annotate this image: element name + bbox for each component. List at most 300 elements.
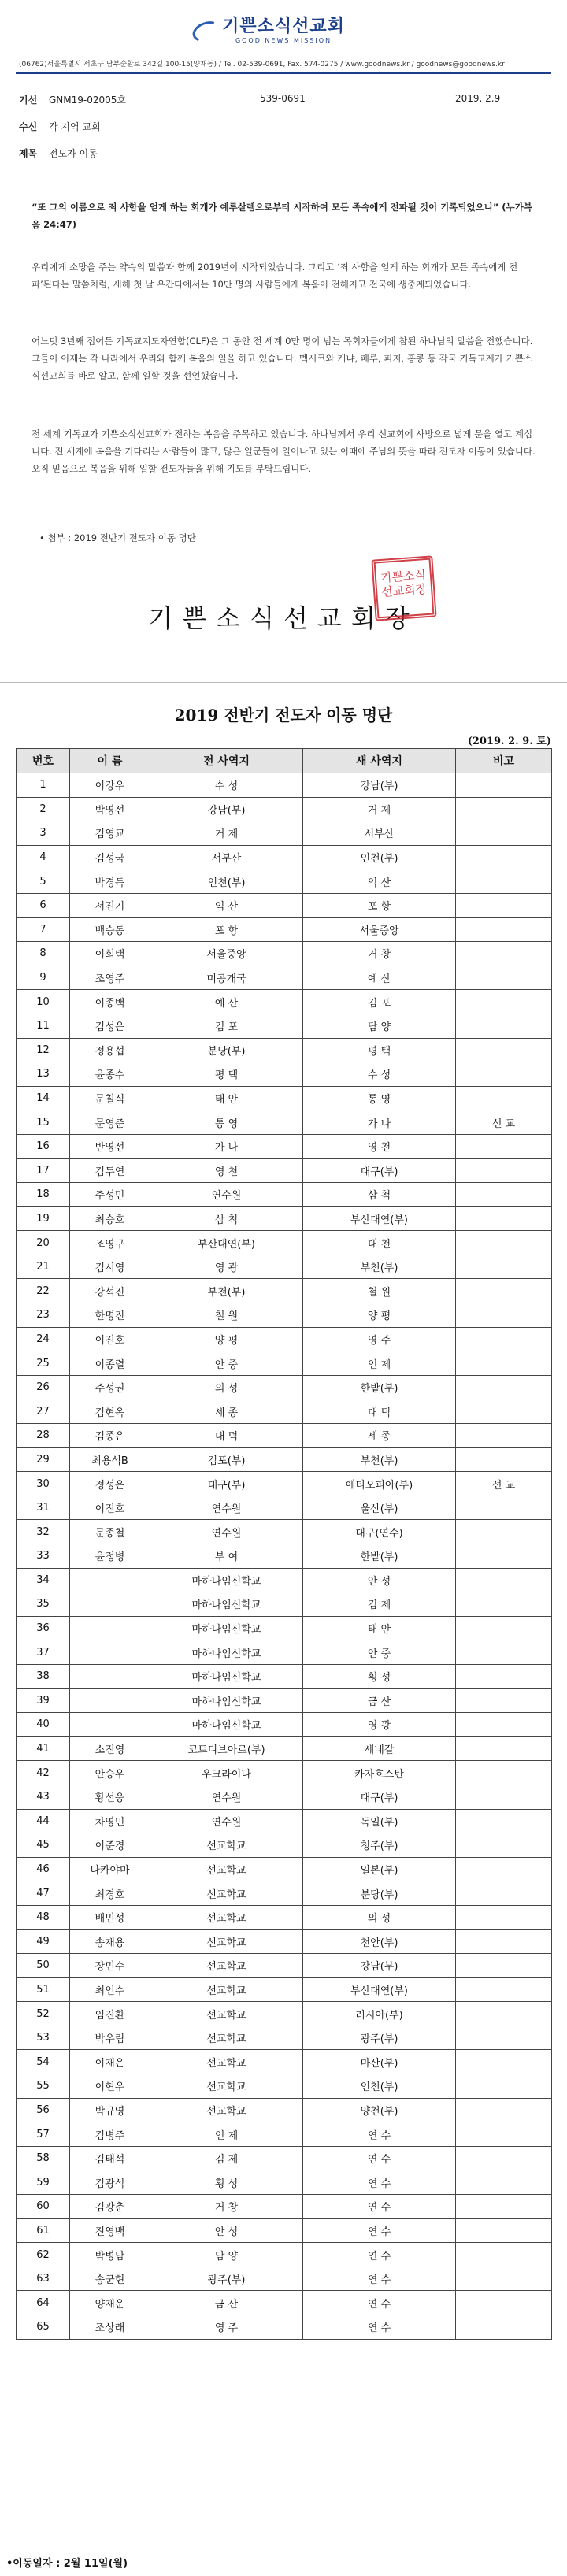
- table-row: [17, 2243, 552, 2267]
- row-new-post: 러시아(부): [303, 2002, 456, 2026]
- row-name: 장민수: [70, 1954, 150, 1978]
- row-number: 62: [17, 2243, 70, 2267]
- row-previous-post: 김포(부): [150, 1447, 303, 1472]
- row-name: [70, 1688, 150, 1713]
- row-previous-post: 대 덕: [150, 1424, 303, 1448]
- row-number: 8: [17, 942, 70, 966]
- sender-name: 기쁜소식선교회장: [148, 603, 419, 633]
- row-name: [70, 1592, 150, 1617]
- roster-table: [16, 748, 552, 2340]
- row-number: 50: [17, 1954, 70, 1978]
- row-name: 강석진: [70, 1279, 150, 1303]
- row-number: 48: [17, 1905, 70, 1929]
- row-previous-post: 부천(부): [150, 1279, 303, 1303]
- row-number: 53: [17, 2026, 70, 2050]
- row-remarks: [456, 1399, 552, 1424]
- row-number: 55: [17, 2074, 70, 2099]
- row-new-post: 영 천: [303, 1134, 456, 1158]
- row-new-post: 김 포: [303, 990, 456, 1014]
- attachment-note: • 첨부 : 2019 전반기 전도자 이동 명단: [39, 532, 196, 543]
- row-remarks: [456, 942, 552, 966]
- doc-number: GNM19-02005호: [49, 95, 126, 106]
- row-previous-post: 코트디브아르(부): [150, 1736, 303, 1761]
- row-previous-post: 연수원: [150, 1809, 303, 1833]
- row-remarks: [456, 1183, 552, 1207]
- row-remarks: [456, 1954, 552, 1978]
- row-previous-post: 태 안: [150, 1086, 303, 1110]
- table-row: [17, 1447, 552, 1472]
- row-number: 51: [17, 1977, 70, 2002]
- row-previous-post: 선교학교: [150, 2050, 303, 2074]
- table-row: [17, 773, 552, 798]
- row-previous-post: 선교학교: [150, 1833, 303, 1858]
- row-number: 6: [17, 893, 70, 917]
- row-name: 한명진: [70, 1303, 150, 1328]
- table-row: [17, 1881, 552, 1906]
- row-remarks: [456, 2218, 552, 2243]
- row-new-post: 광주(부): [303, 2026, 456, 2050]
- row-new-post: 부천(부): [303, 1255, 456, 1279]
- roster-body: [17, 773, 552, 2340]
- table-row: [17, 1736, 552, 1761]
- row-new-post: 거 창: [303, 942, 456, 966]
- table-row: [17, 1086, 552, 1110]
- table-row: [17, 2146, 552, 2170]
- subject-line: [19, 146, 98, 160]
- row-remarks: 선 교: [456, 1110, 552, 1135]
- row-new-post: 인천(부): [303, 845, 456, 869]
- table-row: [17, 1785, 552, 1809]
- row-name: [70, 1664, 150, 1688]
- row-name: 최승호: [70, 1206, 150, 1231]
- row-new-post: 강남(부): [303, 1954, 456, 1978]
- table-row: [17, 2195, 552, 2219]
- row-previous-post: 수 성: [150, 773, 303, 798]
- row-new-post: 독일(부): [303, 1809, 456, 1833]
- row-new-post: 안 성: [303, 1568, 456, 1592]
- table-row: [17, 1905, 552, 1929]
- row-name: 반영선: [70, 1134, 150, 1158]
- table-row: [17, 869, 552, 894]
- table-row: [17, 2098, 552, 2122]
- row-name: 조상래: [70, 2315, 150, 2340]
- row-remarks: [456, 2146, 552, 2170]
- row-name: 임진환: [70, 2002, 150, 2026]
- row-remarks: [456, 990, 552, 1014]
- row-new-post: 연 수: [303, 2218, 456, 2243]
- row-name: 최용석B: [70, 1447, 150, 1472]
- row-previous-post: 영 천: [150, 1158, 303, 1183]
- row-remarks: [456, 1977, 552, 2002]
- row-number: 59: [17, 2170, 70, 2195]
- row-previous-post: 분당(부): [150, 1038, 303, 1062]
- letterhead-rule: [16, 72, 551, 74]
- row-previous-post: 강남(부): [150, 797, 303, 821]
- row-remarks: [456, 2195, 552, 2219]
- table-row: [17, 1062, 552, 1087]
- row-remarks: [456, 2026, 552, 2050]
- table-row: [17, 1110, 552, 1135]
- row-number: 18: [17, 1183, 70, 1207]
- row-number: 37: [17, 1640, 70, 1665]
- row-number: 20: [17, 1231, 70, 1255]
- row-new-post: 마산(부): [303, 2050, 456, 2074]
- row-new-post: 일본(부): [303, 1857, 456, 1881]
- row-name: 김병주: [70, 2122, 150, 2147]
- table-row: [17, 990, 552, 1014]
- row-remarks: [456, 821, 552, 846]
- header-previous-post: 전 사역지: [150, 749, 303, 773]
- row-new-post: 인천(부): [303, 2074, 456, 2099]
- table-row: [17, 1929, 552, 1954]
- row-remarks: [456, 893, 552, 917]
- row-remarks: [456, 1640, 552, 1665]
- table-row: [17, 1544, 552, 1569]
- row-new-post: 양 평: [303, 1303, 456, 1328]
- row-remarks: [456, 1929, 552, 1954]
- letterhead-logo: [209, 16, 358, 50]
- row-name: [70, 1616, 150, 1640]
- row-new-post: 부천(부): [303, 1447, 456, 1472]
- row-remarks: [456, 2315, 552, 2340]
- row-number: 60: [17, 2195, 70, 2219]
- row-name: 안승우: [70, 1761, 150, 1785]
- row-new-post: 김 제: [303, 1592, 456, 1617]
- row-name: 이현우: [70, 2074, 150, 2099]
- row-name: 박우림: [70, 2026, 150, 2050]
- row-number: 35: [17, 1592, 70, 1617]
- row-new-post: 양천(부): [303, 2098, 456, 2122]
- row-name: 이종백: [70, 990, 150, 1014]
- row-new-post: 세네갈: [303, 1736, 456, 1761]
- row-name: 문종철: [70, 1520, 150, 1544]
- table-row: [17, 1231, 552, 1255]
- row-number: 28: [17, 1424, 70, 1448]
- row-previous-post: 통 영: [150, 1110, 303, 1135]
- row-name: 이종렬: [70, 1351, 150, 1376]
- org-english: GOOD NEWS MISSION: [235, 37, 332, 44]
- row-remarks: [456, 1038, 552, 1062]
- table-row: [17, 2074, 552, 2099]
- row-previous-post: 포 항: [150, 917, 303, 942]
- row-name: 김현옥: [70, 1399, 150, 1424]
- row-new-post: 평 택: [303, 1038, 456, 1062]
- table-row: [17, 1640, 552, 1665]
- table-row: [17, 1351, 552, 1376]
- row-new-post: 대 천: [303, 1231, 456, 1255]
- row-number: 22: [17, 1279, 70, 1303]
- table-row: [17, 2002, 552, 2026]
- row-number: 47: [17, 1881, 70, 1906]
- row-number: 36: [17, 1616, 70, 1640]
- row-remarks: [456, 1520, 552, 1544]
- table-row: [17, 2291, 552, 2315]
- doc-number-line: [19, 93, 126, 106]
- row-name: 김영교: [70, 821, 150, 846]
- row-new-post: 대구(연수): [303, 1520, 456, 1544]
- table-row: [17, 2170, 552, 2195]
- row-new-post: 대구(부): [303, 1785, 456, 1809]
- row-remarks: [456, 1761, 552, 1785]
- row-number: 52: [17, 2002, 70, 2026]
- row-number: 49: [17, 1929, 70, 1954]
- table-row: [17, 821, 552, 846]
- row-new-post: 카자흐스탄: [303, 1761, 456, 1785]
- table-row: [17, 966, 552, 990]
- row-remarks: [456, 2291, 552, 2315]
- row-name: 이재은: [70, 2050, 150, 2074]
- row-name: 이준경: [70, 1833, 150, 1858]
- row-name: 윤정병: [70, 1544, 150, 1569]
- row-remarks: [456, 773, 552, 798]
- row-new-post: 거 제: [303, 797, 456, 821]
- row-previous-post: 선교학교: [150, 1857, 303, 1881]
- row-number: 32: [17, 1520, 70, 1544]
- row-previous-post: 마하나임신학교: [150, 1616, 303, 1640]
- row-number: 19: [17, 1206, 70, 1231]
- row-previous-post: 세 종: [150, 1399, 303, 1424]
- table-row: [17, 1713, 552, 1737]
- row-new-post: 연 수: [303, 2195, 456, 2219]
- row-number: 25: [17, 1351, 70, 1376]
- row-number: 40: [17, 1713, 70, 1737]
- row-previous-post: 가 나: [150, 1134, 303, 1158]
- row-previous-post: 마하나임신학교: [150, 1664, 303, 1688]
- row-name: 서진기: [70, 893, 150, 917]
- row-number: 24: [17, 1327, 70, 1351]
- row-new-post: 한밭(부): [303, 1544, 456, 1569]
- org-name: 기쁜소식선교회: [222, 16, 345, 36]
- move-date: •이동일자 : 2월 11일(월): [6, 2558, 128, 2570]
- letterhead-address: (06762)서울특별시 서초구 남부순환로 342길 100-15(양재동) / Tel. 02-539-0691, Fax. 574-0275 / www.goodnews.kr / goodnews@goodnews.kr: [19, 61, 505, 69]
- row-remarks: [456, 869, 552, 894]
- row-new-post: 태 안: [303, 1616, 456, 1640]
- table-row: [17, 1616, 552, 1640]
- row-remarks: [456, 1351, 552, 1376]
- row-previous-post: 광주(부): [150, 2267, 303, 2291]
- row-remarks: [456, 1014, 552, 1038]
- row-remarks: [456, 1809, 552, 1833]
- row-remarks: [456, 1279, 552, 1303]
- row-previous-post: 철 원: [150, 1303, 303, 1328]
- row-new-post: 천안(부): [303, 1929, 456, 1954]
- row-number: 38: [17, 1664, 70, 1688]
- row-previous-post: 대구(부): [150, 1472, 303, 1496]
- row-number: 43: [17, 1785, 70, 1809]
- row-new-post: 에티오피아(부): [303, 1472, 456, 1496]
- roster-title: 2019 전반기 전도자 이동 명단: [174, 706, 393, 725]
- row-remarks: [456, 2122, 552, 2147]
- row-name: 진영백: [70, 2218, 150, 2243]
- row-number: 30: [17, 1472, 70, 1496]
- table-row: [17, 2315, 552, 2340]
- row-remarks: [456, 1496, 552, 1520]
- row-name: 최인수: [70, 1977, 150, 2002]
- row-remarks: [456, 1231, 552, 1255]
- row-name: [70, 1713, 150, 1737]
- row-new-post: 청주(부): [303, 1833, 456, 1858]
- row-previous-post: 부산대연(부): [150, 1231, 303, 1255]
- row-number: 29: [17, 1447, 70, 1472]
- row-number: 23: [17, 1303, 70, 1328]
- row-name: 조영구: [70, 1231, 150, 1255]
- row-previous-post: 선교학교: [150, 1881, 303, 1906]
- table-row: [17, 1014, 552, 1038]
- row-remarks: [456, 966, 552, 990]
- row-previous-post: 선교학교: [150, 1929, 303, 1954]
- row-remarks: [456, 1664, 552, 1688]
- recipient: 각 지역 교회: [49, 121, 101, 132]
- row-number: 1: [17, 773, 70, 798]
- row-previous-post: 연수원: [150, 1183, 303, 1207]
- row-new-post: 한밭(부): [303, 1375, 456, 1399]
- row-previous-post: 마하나임신학교: [150, 1568, 303, 1592]
- row-remarks: [456, 2098, 552, 2122]
- row-name: 이희택: [70, 942, 150, 966]
- row-name: 박규영: [70, 2098, 150, 2122]
- row-new-post: 수 성: [303, 1062, 456, 1087]
- row-remarks: [456, 1785, 552, 1809]
- row-new-post: 금 산: [303, 1688, 456, 1713]
- row-previous-post: 연수원: [150, 1520, 303, 1544]
- row-new-post: 영 광: [303, 1713, 456, 1737]
- row-previous-post: 안 성: [150, 2218, 303, 2243]
- row-number: 34: [17, 1568, 70, 1592]
- row-remarks: [456, 1255, 552, 1279]
- table-row: [17, 1568, 552, 1592]
- row-name: 주성민: [70, 1183, 150, 1207]
- row-remarks: [456, 1688, 552, 1713]
- row-previous-post: 마하나임신학교: [150, 1713, 303, 1737]
- row-name: 박병남: [70, 2243, 150, 2267]
- row-remarks: [456, 1158, 552, 1183]
- row-remarks: [456, 1592, 552, 1617]
- row-previous-post: 영 주: [150, 2315, 303, 2340]
- table-row: [17, 1134, 552, 1158]
- row-new-post: 울산(부): [303, 1496, 456, 1520]
- header-remarks: 비고: [456, 749, 552, 773]
- table-row: [17, 1399, 552, 1424]
- row-name: 김두연: [70, 1158, 150, 1183]
- row-new-post: 부산대연(부): [303, 1977, 456, 2002]
- row-previous-post: 평 택: [150, 1062, 303, 1087]
- table-row: [17, 1303, 552, 1328]
- row-new-post: 연 수: [303, 2243, 456, 2267]
- row-previous-post: 담 양: [150, 2243, 303, 2267]
- row-number: 41: [17, 1736, 70, 1761]
- row-number: 17: [17, 1158, 70, 1183]
- table-row: [17, 1424, 552, 1448]
- row-previous-post: 서부산: [150, 845, 303, 869]
- row-name: 소진영: [70, 1736, 150, 1761]
- row-previous-post: 거 창: [150, 2195, 303, 2219]
- row-new-post: 영 주: [303, 1327, 456, 1351]
- row-previous-post: 선교학교: [150, 1977, 303, 2002]
- table-row: [17, 917, 552, 942]
- row-new-post: 횡 성: [303, 1664, 456, 1688]
- doc-phone: 539-0691: [260, 93, 306, 104]
- table-row: [17, 845, 552, 869]
- row-previous-post: 김 제: [150, 2146, 303, 2170]
- row-name: 송재용: [70, 1929, 150, 1954]
- row-remarks: [456, 1713, 552, 1737]
- row-number: 15: [17, 1110, 70, 1135]
- row-number: 58: [17, 2146, 70, 2170]
- row-number: 57: [17, 2122, 70, 2147]
- row-new-post: 연 수: [303, 2315, 456, 2340]
- row-number: 9: [17, 966, 70, 990]
- table-row: [17, 1255, 552, 1279]
- row-number: 12: [17, 1038, 70, 1062]
- table-row: [17, 1857, 552, 1881]
- row-remarks: [456, 1086, 552, 1110]
- official-seal-icon: 기쁜소식선교회장: [371, 555, 436, 621]
- subject-label: 제목: [19, 148, 38, 159]
- row-number: 4: [17, 845, 70, 869]
- table-row: [17, 942, 552, 966]
- row-new-post: 대구(부): [303, 1158, 456, 1183]
- row-previous-post: 선교학교: [150, 2098, 303, 2122]
- row-previous-post: 연수원: [150, 1496, 303, 1520]
- row-previous-post: 선교학교: [150, 1905, 303, 1929]
- row-remarks: 선 교: [456, 1472, 552, 1496]
- subject: 전도자 이동: [49, 148, 98, 159]
- row-new-post: 서울중앙: [303, 917, 456, 942]
- row-new-post: 연 수: [303, 2122, 456, 2147]
- header-new-post: 새 사역지: [303, 749, 456, 773]
- row-number: 14: [17, 1086, 70, 1110]
- row-name: 문칠식: [70, 1086, 150, 1110]
- row-name: [70, 1568, 150, 1592]
- table-row: [17, 1688, 552, 1713]
- row-number: 45: [17, 1833, 70, 1858]
- table-row: [17, 1833, 552, 1858]
- row-remarks: [456, 1206, 552, 1231]
- row-name: 송군현: [70, 2267, 150, 2291]
- row-previous-post: 마하나임신학교: [150, 1688, 303, 1713]
- row-previous-post: 연수원: [150, 1785, 303, 1809]
- table-row: [17, 2026, 552, 2050]
- table-row: [17, 2122, 552, 2147]
- row-remarks: [456, 1568, 552, 1592]
- row-name: 박경득: [70, 869, 150, 894]
- row-name: 윤종수: [70, 1062, 150, 1087]
- row-new-post: 강남(부): [303, 773, 456, 798]
- table-row: [17, 1206, 552, 1231]
- row-new-post: 담 양: [303, 1014, 456, 1038]
- row-previous-post: 서울중앙: [150, 942, 303, 966]
- row-previous-post: 선교학교: [150, 2026, 303, 2050]
- row-remarks: [456, 2050, 552, 2074]
- row-remarks: [456, 1327, 552, 1351]
- row-number: 21: [17, 1255, 70, 1279]
- body-paragraph-3: 전 세계 기독교가 기쁜소식선교회가 전하는 복음을 주목하고 있습니다. 하나님께서 우리 선교회에 사방으로 넓게 문을 열고 계십니다. 전 세계에 복음을 기다리는 사람들이 많고, 많은 일군들이 일어나고 있는 이때에 주님의 뜻을 따라 전도자 이동이 있습니다. 오직 믿음으로 복음을 위해 일할 전도자들을 위해 기도를 부탁드립니다.: [32, 428, 536, 474]
- section-divider: [0, 682, 567, 683]
- row-new-post: 대 덕: [303, 1399, 456, 1424]
- row-new-post: 가 나: [303, 1110, 456, 1135]
- table-row: [17, 1592, 552, 1617]
- row-number: 2: [17, 797, 70, 821]
- row-remarks: [456, 2267, 552, 2291]
- row-number: 54: [17, 2050, 70, 2074]
- row-previous-post: 양 평: [150, 1327, 303, 1351]
- row-name: 황선웅: [70, 1785, 150, 1809]
- table-row: [17, 1809, 552, 1833]
- row-previous-post: 횡 성: [150, 2170, 303, 2195]
- table-row: [17, 1327, 552, 1351]
- row-previous-post: 익 산: [150, 893, 303, 917]
- row-previous-post: 부 여: [150, 1544, 303, 1569]
